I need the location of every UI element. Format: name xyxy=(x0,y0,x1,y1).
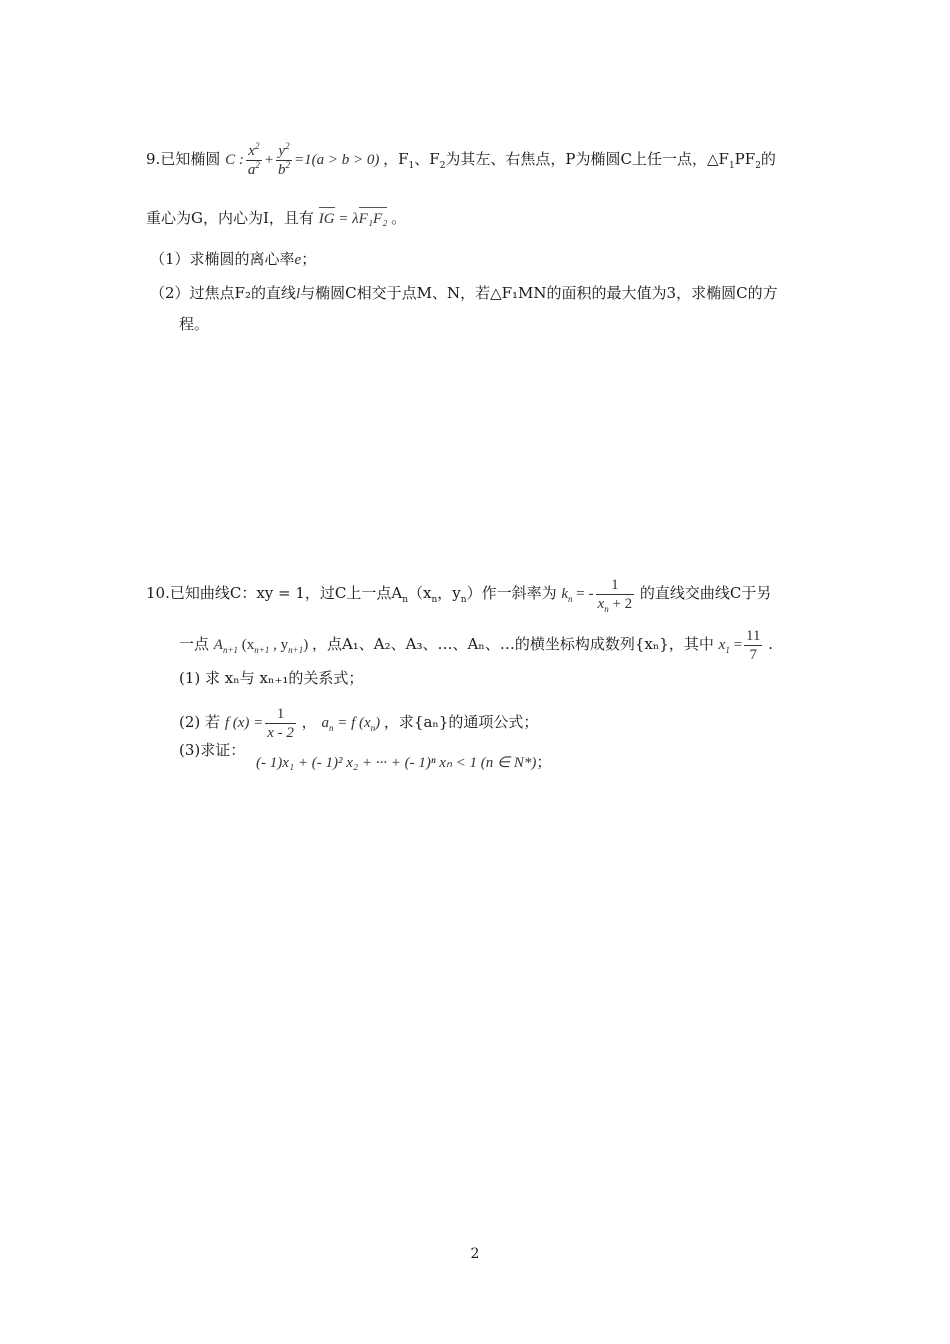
q10-part2-b: ，求{aₙ}的通项公式； xyxy=(383,712,539,731)
q9-part2-end: 程。 xyxy=(179,315,210,333)
q10-part1 xyxy=(179,668,363,688)
q9-triangle: PF xyxy=(734,149,756,168)
q10-line2 xyxy=(179,627,773,664)
q10-part3-end: ； xyxy=(536,753,552,771)
x1-value: $x_1$ = $\frac{11}{7}$ xyxy=(718,628,761,663)
frac-x2-a2: $\frac{x^2}{a^2}$ xyxy=(247,141,260,178)
q9-number: 9. xyxy=(146,149,161,168)
slope-fraction: $\frac{1}{x_n + 2}$ xyxy=(597,577,633,614)
q9-part1-end: ； xyxy=(301,250,317,268)
q10-line1: 10.已知曲线C：xy = 1，过C上一点$A_n(x_n$，$y_n$）作一斜率为 $k_n$ = - $\frac{1}{x_n + 2}$ 的直线交曲线C于另 xyxy=(146,577,772,614)
slope-den-x: x xyxy=(597,596,605,612)
ellipse-equation: C : $\frac{x^2}{a^2}$ + $\frac{y^2}{b^2}$ =1(a > b > 0) xyxy=(225,141,380,178)
q10-part1-text: (1) 求 xₙ与 xₙ₊₁的关系式； xyxy=(179,669,364,687)
slope-num: 1 xyxy=(611,577,619,593)
q9-part2-rest: 与椭圆C相交于点M、N，若△F₁MN的面积的最大值为3，求椭圆C的方 xyxy=(300,284,778,302)
eccentricity-symbol: e xyxy=(294,252,302,268)
a-def-close: ) xyxy=(375,714,381,731)
lambda-sign: = λ xyxy=(338,211,359,227)
q9-part2 xyxy=(150,283,778,304)
x1-den: 7 xyxy=(744,645,762,664)
slope-formula: $k_n$ = - $\frac{1}{x_n + 2}$ xyxy=(561,577,633,614)
q10-comma: ， xyxy=(301,712,317,731)
q10-pt3: ）作一斜率为 xyxy=(466,583,557,602)
point-a: A xyxy=(213,636,223,653)
q9-foci-text: 、F xyxy=(414,149,440,168)
vector-ig: IG xyxy=(318,211,335,227)
ellipse-name: C xyxy=(225,151,236,168)
x1-fraction xyxy=(744,627,762,664)
page-number: 2 xyxy=(470,1246,480,1262)
q10-number: 10. xyxy=(146,583,170,602)
q9-part1-text: （1）求椭圆的离心率 xyxy=(150,250,295,268)
point-close: ) xyxy=(303,636,309,653)
q9-after-eq: ，F xyxy=(383,149,409,168)
q9-de: 的 xyxy=(760,149,776,168)
line-symbol: l xyxy=(295,286,301,302)
x1-num: 11 xyxy=(746,628,761,644)
q9-part1 xyxy=(150,249,316,270)
eq-rhs: =1(a > b > 0) xyxy=(294,151,380,168)
x1-eq: = xyxy=(733,636,743,653)
q10-inequality xyxy=(256,752,551,773)
point-coords: (x xyxy=(241,636,255,653)
q10-pt2: ，y xyxy=(437,583,461,602)
f-den: x - 2 xyxy=(267,725,294,741)
frac-y2-b2: $\frac{y^2}{b^2}$ xyxy=(278,141,290,178)
q9-period: 。 xyxy=(391,209,407,227)
vector-equation xyxy=(319,211,391,227)
f-num: 1 xyxy=(276,706,285,722)
q10-line2-a: 一点 xyxy=(179,634,210,653)
q10-part2 xyxy=(179,705,538,742)
q10-part2-a: (2) 若 xyxy=(179,712,221,731)
slope-k: k xyxy=(561,585,569,602)
function-def xyxy=(224,706,302,741)
q9-foci-desc: 为其左、右焦点，P为椭圆C上任一点，△F xyxy=(445,149,729,168)
point-a-next: $A_{n+1}$ ($x_{n+1}$ , $y_{n+1}$) xyxy=(213,636,309,655)
slope-eq: = - xyxy=(576,585,594,602)
a-def-rest: = f (x xyxy=(337,714,371,731)
vector-f1f2: F₁F₂ xyxy=(358,211,388,227)
q10-after-slope: 的直线交曲线C于另 xyxy=(639,583,772,602)
q10-part3 xyxy=(179,740,245,760)
slope-den-rest: + 2 xyxy=(608,596,633,612)
q9-intro: 已知椭圆 xyxy=(160,149,221,168)
q10-intro: 已知曲线C：xy = 1，过C上一点A xyxy=(169,583,403,602)
q10-dot: . xyxy=(768,634,774,653)
a-symbol: a xyxy=(321,714,329,731)
f-def: f (x) = xyxy=(224,714,264,731)
q9-line1: 9.已知椭圆 C : $\frac{x^2}{a^2}$ + $\frac{y^2}{b^2}$ =1(a > b > 0) ，$F_1$、$F_2$为其左、右焦点，P为椭圆C上任一点，$\triangle F_1PF_2$的 xyxy=(146,141,776,178)
q10-pt: （x xyxy=(408,583,432,602)
q9-centroid-text: 重心为G，内心为I，且有 xyxy=(146,209,314,227)
x1-symbol: x xyxy=(718,636,726,653)
inequality-expression: (- 1)x₁ + (- 1)² x₂ + ··· + (- 1)ⁿ xₙ < 1 (n ∈ N*) xyxy=(256,755,537,771)
q9-part2-text: （2）过焦点F₂的直线 xyxy=(150,284,296,302)
q10-line2-b: ，点A₁、A₂、A₃、…、Aₙ、…的横坐标构成数列{xₙ}，其中 xyxy=(311,634,714,653)
q10-part3-a: (3)求证： xyxy=(179,741,246,759)
a-def: $a_n = f$ $(x_n)$ xyxy=(321,714,381,733)
q9-part2-cont xyxy=(179,314,209,334)
point-comma: , y xyxy=(269,636,289,653)
f-fraction xyxy=(265,705,296,742)
q9-line2 xyxy=(146,208,406,229)
